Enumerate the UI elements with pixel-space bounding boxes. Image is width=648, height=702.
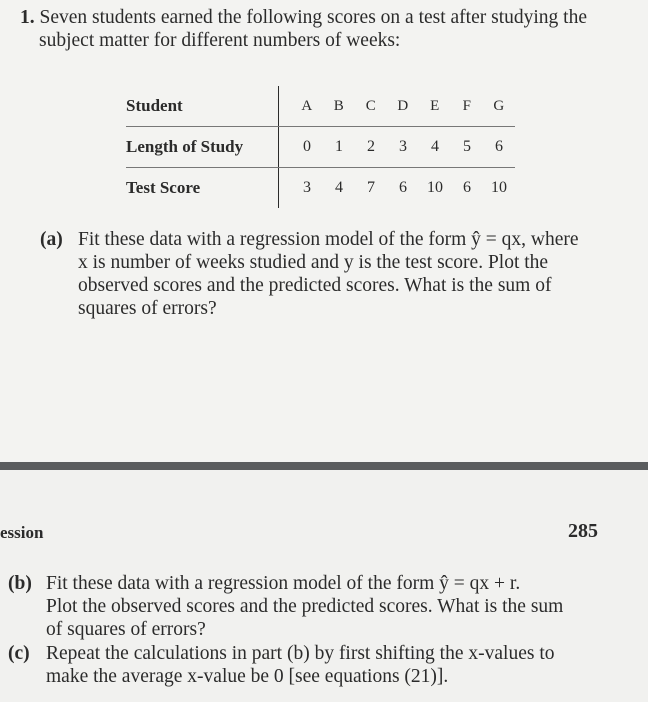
length-cell: 2 <box>355 127 387 168</box>
score-cell: 6 <box>463 179 471 196</box>
student-cell: C <box>355 86 387 127</box>
part-b <box>8 572 618 641</box>
part-c-line1: Repeat the calculations in part (b) by first shifting the x-values to <box>46 643 555 664</box>
part-a-line4: squares of errors? <box>78 298 217 319</box>
table-row-student <box>126 86 515 127</box>
part-c <box>8 642 618 688</box>
table-row-test-score <box>126 168 515 209</box>
part-a <box>40 228 630 320</box>
score-cell: 4 <box>335 179 343 196</box>
length-cell: 5 <box>451 127 483 168</box>
score-cell: 6 <box>399 179 407 196</box>
part-c-label: (c) <box>8 643 30 664</box>
part-c-line2: make the average x-value be 0 [see equations (21)]. <box>46 666 449 687</box>
student-cell: F <box>451 86 483 127</box>
page-number: 285 <box>568 520 598 542</box>
score-cell: 3 <box>303 179 311 196</box>
length-cell: 4 <box>419 127 451 168</box>
problem-text-line2: subject matter for different numbers of weeks: <box>39 30 401 51</box>
page-divider <box>0 462 648 470</box>
row-header-student: Student <box>126 86 279 127</box>
student-cell: E <box>419 86 451 127</box>
part-a-line3: observed scores and the predicted scores. What is the sum of <box>78 275 552 296</box>
score-cell: 10 <box>491 179 507 196</box>
part-b-label: (b) <box>8 573 32 594</box>
row-header-test-score: Test Score <box>126 168 279 209</box>
part-b-line3: of squares of errors? <box>46 619 206 640</box>
score-cell: 10 <box>427 179 443 196</box>
student-cell: A <box>279 86 324 127</box>
running-header-fragment: ession <box>0 523 44 542</box>
student-cell: G <box>483 86 515 127</box>
scores-table <box>126 86 515 208</box>
part-b-line2: Plot the observed scores and the predicted scores. What is the sum <box>46 596 564 617</box>
part-b-line1: Fit these data with a regression model of the form ŷ = qx + r. <box>46 573 521 594</box>
row-header-length-of-study: Length of Study <box>126 127 279 168</box>
student-cell: B <box>323 86 355 127</box>
table-row-length-of-study <box>126 127 515 168</box>
length-cell: 0 <box>279 127 324 168</box>
problem-statement <box>20 6 632 52</box>
length-cell: 3 <box>387 127 419 168</box>
problem-text-line1: Seven students earned the following scores on a test after studying the <box>39 7 587 28</box>
part-a-label: (a) <box>40 229 63 250</box>
problem-number: 1. <box>20 7 35 28</box>
part-a-line1: Fit these data with a regression model of the form ŷ = qx, where <box>78 229 579 250</box>
length-cell: 6 <box>483 127 515 168</box>
length-cell: 1 <box>323 127 355 168</box>
score-cell: 7 <box>367 179 375 196</box>
student-cell: D <box>387 86 419 127</box>
part-a-line2: x is number of weeks studied and y is the test score. Plot the <box>78 252 549 273</box>
